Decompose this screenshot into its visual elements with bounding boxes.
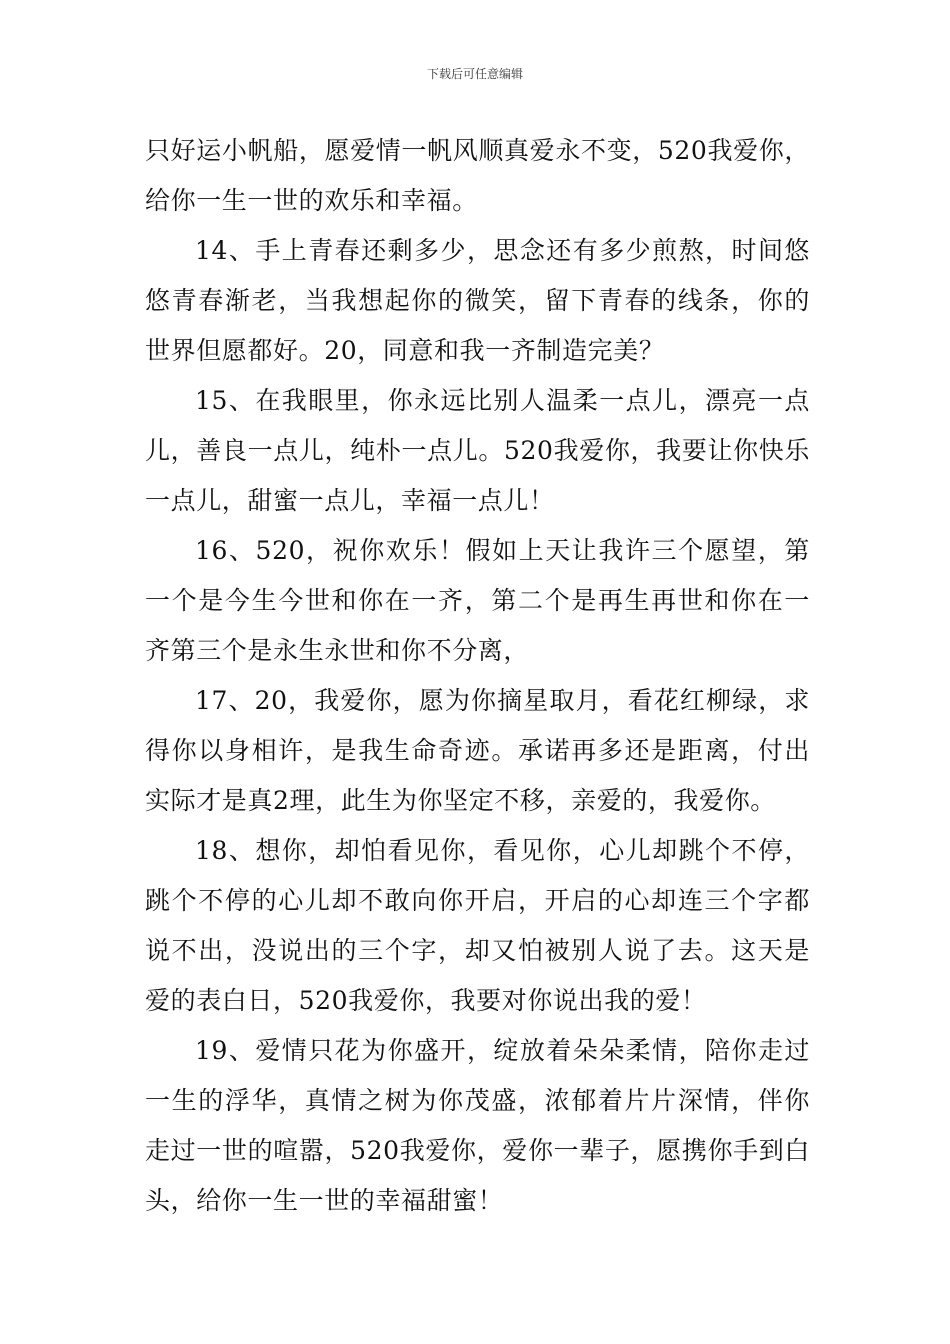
paragraph-19: 19、爱情只花为你盛开，绽放着朵朵柔情，陪你走过一生的浮华，真情之树为你茂盛，浓郁着片片深情，伴你走过一世的喧嚣，520我爱你，爱你一辈子，愿携你手到白头，给你一生一世的幸福甜蜜！ — [145, 1036, 810, 1215]
paragraph-15: 15、在我眼里，你永远比别人温柔一点儿，漂亮一点儿，善良一点儿，纯朴一点儿。520我爱你，我要让你快乐一点儿，甜蜜一点儿，幸福一点儿！ — [145, 386, 810, 515]
body-text — [145, 126, 810, 1226]
page-header-note: 下载后可任意编辑 — [426, 67, 523, 81]
paragraph-16: 16、520，祝你欢乐！假如上天让我许三个愿望，第一个是今生今世和你在一齐，第二个是再生再世和你在一齐第三个是永生永世和你不分离， — [145, 536, 810, 665]
paragraph-18: 18、想你，却怕看见你，看见你，心儿却跳个不停，跳个不停的心儿却不敢向你开启，开启的心却连三个字都说不出，没说出的三个字，却又怕被别人说了去。这天是爱的表白日，520我爱你，我要对你说出我的爱！ — [145, 836, 810, 1015]
paragraph-continuation: 只好运小帆船，愿爱情一帆风顺真爱永不变，520我爱你，给你一生一世的欢乐和幸福。 — [145, 136, 810, 215]
paragraph-17: 17、20，我爱你，愿为你摘星取月，看花红柳绿，求得你以身相许，是我生命奇迹。承诺再多还是距离，付出实际才是真2理，此生为你坚定不移，亲爱的，我爱你。 — [145, 686, 810, 815]
paragraph-14: 14、手上青春还剩多少，思念还有多少煎熬，时间悠悠青春渐老，当我想起你的微笑，留下青春的线条，你的世界但愿都好。20，同意和我一齐制造完美？ — [145, 236, 810, 365]
